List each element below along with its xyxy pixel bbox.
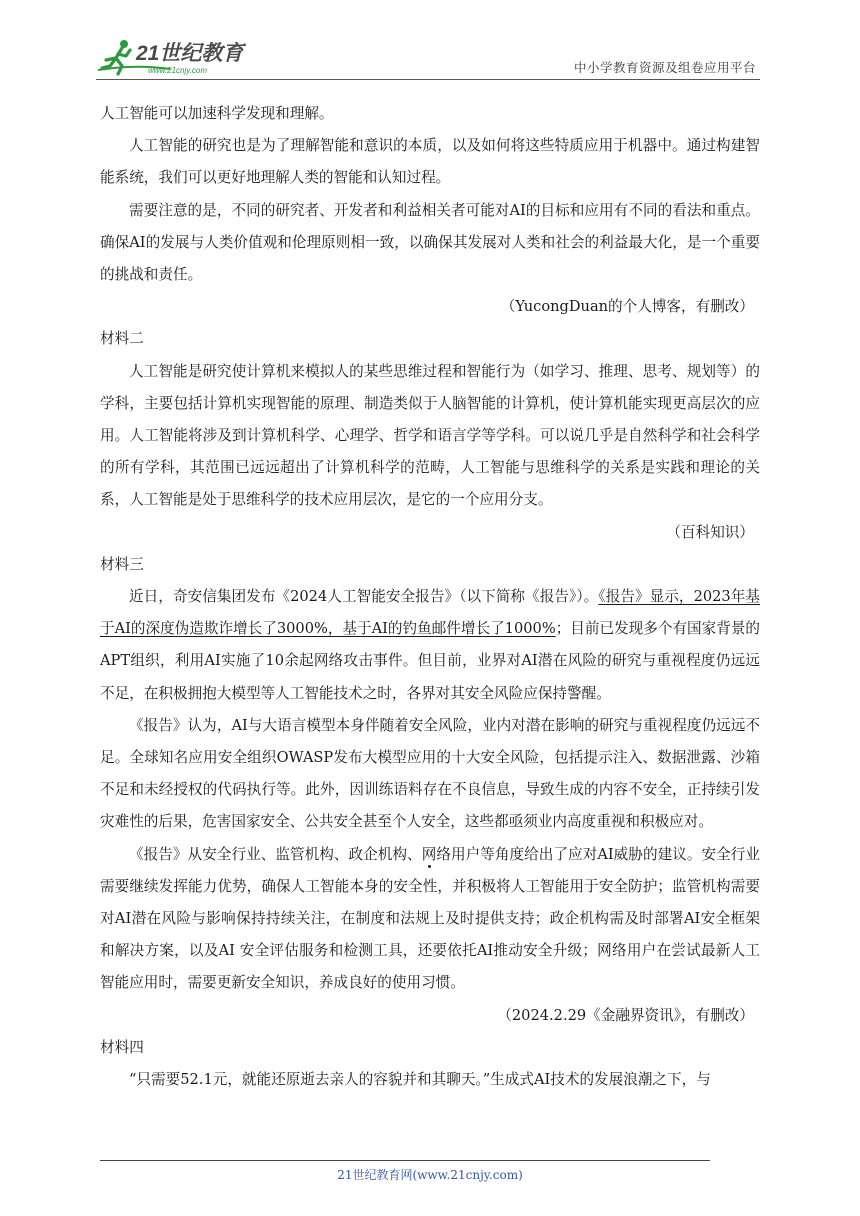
text-span: 络用户等角度给出了应对AI威胁的建议。安全行业需要继续发挥能力优势，确保人工智能本身的安全性，并积极将人工智能用于安全防护；监管机构需要对AI潜在风险与影响保持持续关注，在制度和法规上及时提供支持；政企机构需及时部署AI安全框架和解决方案，以及AI 安全评估服务和检测工具，还要依托AI推动安全升级；网络用户在尝试最新人工智能应用时，需要更新安全知识，养成良好的使用习惯。 (100, 845, 760, 992)
site-logo (96, 36, 266, 76)
header-divider (96, 79, 760, 80)
section-title-material-4: 材料四 (100, 1038, 144, 1056)
source-citation: （2024.2.29《金融界资讯》，有删改） (497, 1006, 754, 1024)
paragraph (100, 581, 760, 710)
svg-text:www.21cnjy.com: www.21cnjy.com (148, 66, 207, 75)
svg-text:21世纪教育: 21世纪教育 (136, 42, 244, 65)
paragraph: “只需要52.1元，就能还原逝去亲人的容貌并和其聊天。”生成式AI技术的发展浪潮之下，与 (129, 1071, 711, 1089)
section-title-material-2: 材料二 (100, 330, 144, 348)
paragraph: 需要注意的是，不同的研究者、开发者和利益相关者可能对AI的目标和应用有不同的看法和重点。确保AI的发展与人类价值观和伦理原则相一致，以确保其发展对人类和社会的利益最大化，是一个重要的挑战和责任。 (100, 201, 760, 284)
document-body (100, 98, 760, 1096)
paragraph (100, 839, 760, 1000)
text-span: 《报告》从安全行业、监管机构、政企机构、 (129, 845, 422, 863)
section-title-material-3: 材料三 (100, 555, 144, 573)
source-citation: （百科知识） (666, 523, 754, 541)
paragraph: 人工智能是研究使计算机来模拟人的某些思维过程和智能行为（如学习、推理、思考、规划等）的学科，主要包括计算机实现智能的原理、制造类似于人脑智能的计算机，使计算机能实现更高层次的应用。人工智能将涉及到计算机科学、心理学、哲学和语言学等学科。可以说几乎是自然科学和社会科学的所有学科，其范围已远远超出了计算机科学的范畴，人工智能与思维科学的关系是实践和理论的关系，人工智能是处于思维科学的技术应用层次，是它的一个应用分支。 (100, 362, 760, 509)
footer-link[interactable]: 21世纪教育网(www.21cnjy.com) (337, 1168, 523, 1182)
footer-divider (100, 1160, 710, 1161)
paragraph: 《报告》认为，AI与大语言模型本身伴随着安全风险，业内对潜在影响的研究与重视程度仍远远不足。全球知名应用安全组织OWASP发布大模型应用的十大安全风险，包括提示注入、数据泄露、沙箱不足和未经授权的代码执行等。此外，因训练语料存在不良信息，导致生成的内容不安全，正持续引发灾难性的后果，危害国家安全、公共安全甚至个人安全，这些都亟须业内高度重视和积极应对。 (100, 716, 760, 831)
underlined-text: 《报告》显示，2023年基于AI的深度伪造欺诈增长了3000%，基于AI的钓鱼邮件增长了1000% (100, 588, 761, 638)
paragraph: 人工智能的研究也是为了理解智能和意识的本质，以及如何将这些特质应用于机器中。通过构建智能系统，我们可以更好地理解人类的智能和认知过程。 (100, 137, 760, 187)
emphasis-dot-char: 网 (421, 845, 437, 863)
platform-title: 中小学教育资源及组卷应用平台 (573, 60, 756, 75)
page-header (96, 32, 760, 78)
text-span: 近日，奇安信集团发布《2024人工智能安全报告》（以下简称《报告》）。 (129, 588, 599, 606)
source-citation: （YucongDuan的个人博客，有删改） (500, 298, 754, 316)
text-span: ；目前已发现多个有国家背景的APT组织，利用AI实施了10余起网络攻击事件。但目前，业界对AI潜在风险的研究与重视程度仍远远不足，在积极拥抱大模型等人工智能技术之时，各界对其安全风险应保持警醒。 (100, 620, 761, 702)
paragraph: 人工智能可以加速科学发现和理解。 (100, 105, 334, 122)
